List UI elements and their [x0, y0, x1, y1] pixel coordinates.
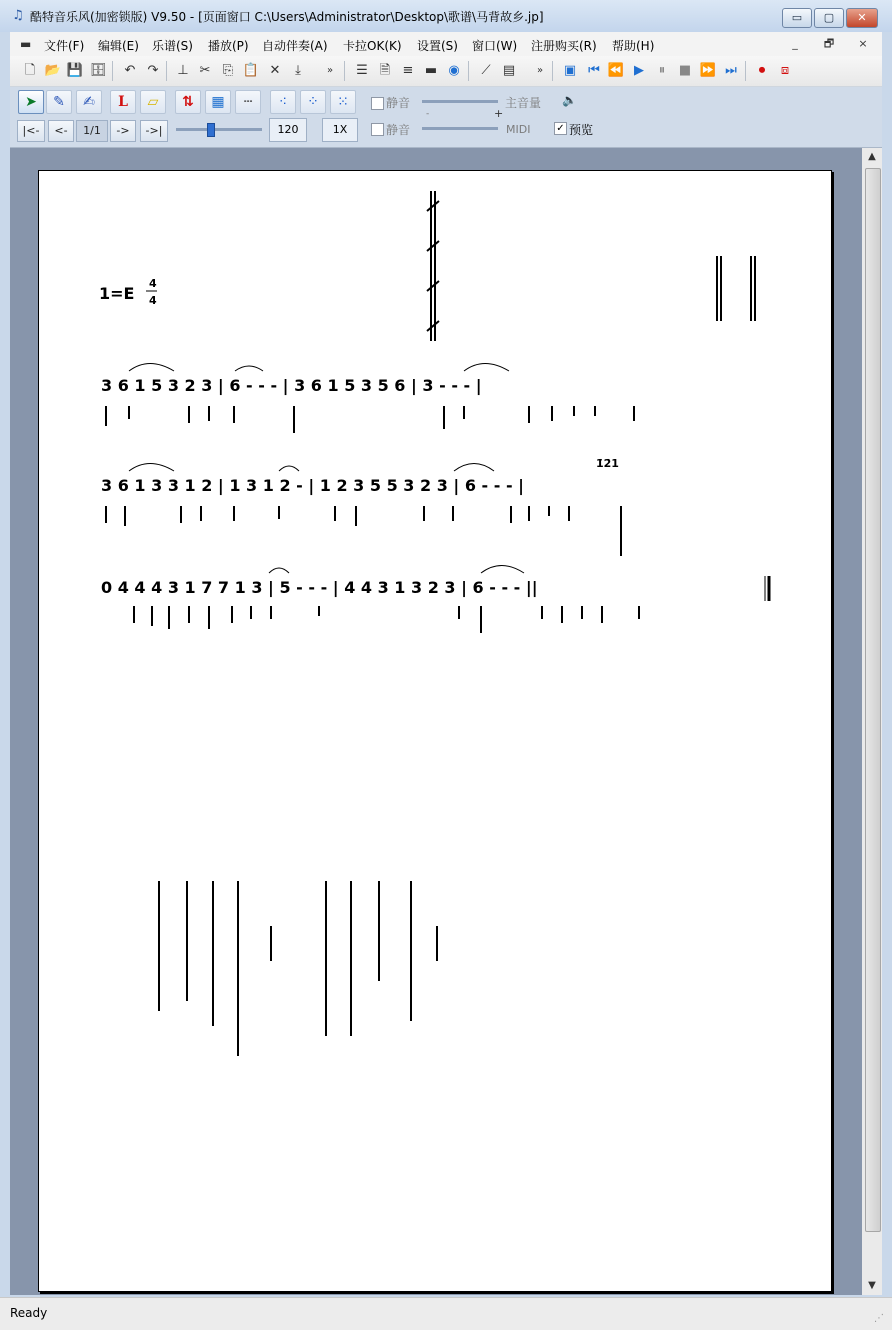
- main-toolbar: [10, 56, 882, 87]
- menu-play[interactable]: 播放(P): [208, 39, 249, 53]
- skip-end-icon[interactable]: ⏭: [725, 63, 737, 78]
- menu-help[interactable]: 帮助(H): [612, 39, 655, 53]
- select-icon[interactable]: ➤: [18, 90, 44, 114]
- dots-mid-icon[interactable]: ⁘: [300, 90, 326, 114]
- line-icon[interactable]: ┄: [235, 90, 261, 114]
- score-line-3: [101, 566, 769, 602]
- line-1-notes: 3 6 1 5 3 2 3 | 6 - - - | 3 6 1 5 3 5 6 | 3 - - - |: [101, 376, 482, 395]
- tempo-value[interactable]: 120: [269, 118, 307, 142]
- score-canvas: [39, 171, 831, 1291]
- menu-list-icon[interactable]: ☰: [356, 63, 368, 78]
- page-indicator: 1/1: [76, 120, 108, 142]
- open-icon[interactable]: 📂: [44, 63, 62, 78]
- save-all-icon[interactable]: 🗄: [89, 63, 107, 78]
- play-icon[interactable]: ▶: [634, 63, 644, 78]
- globe-icon[interactable]: ◉: [448, 63, 460, 78]
- menu-settings[interactable]: 设置(S): [417, 39, 458, 53]
- speed-value[interactable]: 1X: [322, 118, 358, 142]
- import-icon[interactable]: ⤓: [295, 63, 301, 78]
- lines-icon[interactable]: ≡: [402, 63, 414, 78]
- main-volume-label: 主音量: [505, 96, 542, 110]
- pen-icon[interactable]: ⟋: [481, 63, 491, 78]
- vertical-title-glyphs: [427, 191, 755, 341]
- menu-window[interactable]: 窗口(W): [472, 39, 518, 53]
- time-signature-top: 4: [149, 277, 157, 290]
- mdi-minimize-button[interactable]: _: [792, 37, 798, 50]
- menu-register[interactable]: 注册购买(R): [531, 39, 597, 53]
- paste-icon[interactable]: 📋: [242, 63, 260, 78]
- mongolian-lyrics-block: [159, 881, 437, 1056]
- volume-minus-label: -: [426, 109, 430, 119]
- rewind-icon[interactable]: ⏪: [607, 63, 625, 78]
- line-3-notes: 0 4 4 4 3 1 7 7 1 3 | 5 - - - | 4 4 3 1 3 2 3 | 6 - - - ||: [101, 578, 538, 597]
- menu-bar: [10, 32, 882, 57]
- preview-checkbox[interactable]: ✓: [554, 122, 567, 135]
- insert-icon[interactable]: ⊥: [177, 63, 189, 78]
- edit-pen-icon[interactable]: ✍: [76, 90, 102, 114]
- last-page-button[interactable]: ->|: [140, 120, 168, 142]
- scroll-down-icon[interactable]: ▼: [868, 1280, 876, 1291]
- pause-icon[interactable]: ⏸: [658, 63, 666, 78]
- midi-volume-slider[interactable]: [422, 127, 498, 130]
- lyrics-line-3: [134, 606, 639, 633]
- tempo-slider[interactable]: [176, 128, 262, 131]
- new-icon[interactable]: 🗋: [24, 63, 36, 78]
- menu-file[interactable]: 文件(F): [44, 39, 85, 53]
- volume-plus-label: +: [494, 107, 504, 120]
- speaker-icon[interactable]: 🔈: [562, 93, 577, 107]
- minimize-button[interactable]: ▭: [782, 8, 812, 28]
- resize-grip-icon[interactable]: ⋰: [874, 1313, 884, 1324]
- document-icon[interactable]: 🗎: [379, 63, 391, 78]
- midi-label: MIDI: [506, 123, 531, 136]
- more2-icon[interactable]: »: [536, 65, 544, 76]
- key-signature: 1=E: [99, 284, 135, 303]
- status-text: Ready: [10, 1306, 48, 1320]
- close-button[interactable]: ✕: [846, 8, 878, 28]
- record-icon[interactable]: ⏺: [758, 63, 766, 78]
- mute-midi-checkbox[interactable]: [371, 123, 384, 136]
- mute-main-checkbox[interactable]: [371, 97, 384, 110]
- lyrics-line-2: [106, 506, 621, 556]
- window-title: 酷特音乐风(加密锁版) V9.50 - [页面窗口 C:\Users\Administrator\Desktop\歌谱\马背故乡.jp]: [30, 10, 544, 24]
- loop-icon[interactable]: ⧈: [780, 63, 790, 78]
- book-icon[interactable]: ▤: [502, 63, 516, 78]
- time-signature-bottom: 4: [149, 294, 157, 307]
- grace-notes: 1̇2̇1: [596, 457, 619, 470]
- document-menu-icon: ▬: [20, 37, 32, 51]
- edit-toolbar: [10, 87, 882, 148]
- prev-page-button[interactable]: <-: [48, 120, 74, 142]
- menu-karaoke[interactable]: 卡拉OK(K): [343, 39, 402, 53]
- lyrics-line-1: [106, 406, 634, 433]
- title-bar: [0, 0, 892, 32]
- lyric-l-icon[interactable]: L: [110, 90, 136, 114]
- undo-icon[interactable]: ↶: [124, 63, 136, 78]
- score-line-1: [101, 364, 509, 397]
- keyboard-icon[interactable]: ▬: [424, 63, 438, 78]
- vertical-scrollbar[interactable]: [862, 148, 882, 1295]
- redo-icon[interactable]: ↷: [147, 63, 159, 78]
- copy-icon[interactable]: ⎘: [222, 63, 234, 78]
- next-page-button[interactable]: ->: [110, 120, 136, 142]
- save-icon[interactable]: 💾: [66, 63, 84, 78]
- mdi-restore-button[interactable]: 🗗: [823, 37, 835, 50]
- scroll-up-icon[interactable]: ▲: [868, 151, 876, 162]
- dots-up-icon[interactable]: ⁖: [270, 90, 296, 114]
- score-page: [38, 170, 832, 1292]
- preview-label: 预览: [569, 123, 594, 137]
- menu-edit[interactable]: 编辑(E): [98, 39, 139, 53]
- image-icon[interactable]: ▦: [205, 90, 231, 114]
- stop-icon[interactable]: ■: [678, 63, 692, 78]
- status-bar: [0, 1297, 892, 1330]
- menu-score[interactable]: 乐谱(S): [152, 39, 193, 53]
- score-line-2: [101, 457, 619, 496]
- mute-midi-label: 静音: [386, 123, 411, 137]
- fast-forward-icon[interactable]: ⏩: [699, 63, 717, 78]
- stop-mode-icon[interactable]: ▣: [563, 63, 577, 78]
- scroll-thumb[interactable]: [865, 168, 881, 1232]
- eraser-icon[interactable]: ▱: [140, 90, 166, 114]
- pencil-icon[interactable]: ✎: [46, 90, 72, 114]
- transpose-icon[interactable]: ⇅: [175, 90, 201, 114]
- main-volume-slider[interactable]: [422, 100, 498, 103]
- cut-icon[interactable]: ✂: [199, 63, 211, 78]
- menu-auto-accompany[interactable]: 自动伴奏(A): [262, 39, 328, 53]
- tempo-slider-thumb[interactable]: [207, 123, 215, 137]
- line-2-notes: 3 6 1 3 3 1 2 | 1 3 1 2 - | 1 2 3 5 5 3 2 3 | 6 - - - |: [101, 476, 524, 495]
- mute-main-label: 静音: [386, 96, 411, 110]
- app-logo-icon: ♫: [12, 8, 24, 23]
- first-page-button[interactable]: |<-: [17, 120, 45, 142]
- skip-start-icon[interactable]: ⏮: [588, 63, 600, 78]
- more-icon[interactable]: »: [326, 65, 334, 76]
- dots-down-icon[interactable]: ⁙: [330, 90, 356, 114]
- mdi-close-button[interactable]: ×: [858, 37, 868, 50]
- maximize-button[interactable]: ▢: [814, 8, 844, 28]
- delete-icon[interactable]: ✕: [269, 63, 281, 78]
